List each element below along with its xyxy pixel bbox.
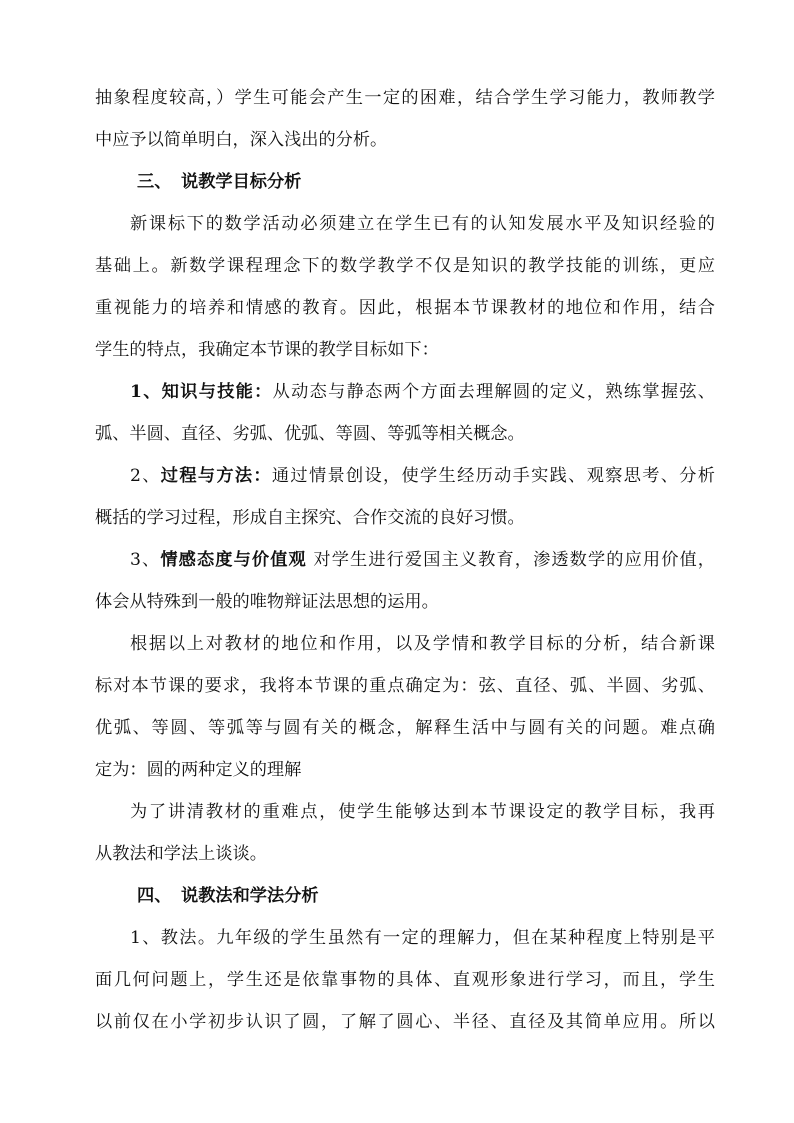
- section-heading-4: [137, 884, 757, 908]
- goal-2-number: 2、: [130, 466, 161, 486]
- goal-3-line: [130, 548, 715, 572]
- paragraph-line: 1、教法。九年级的学生虽然有一定的理解力，但在某种程度上特别是平: [130, 928, 715, 948]
- paragraph-line: 弧、半圆、直径、劣弧、优弧、等圆、等弧等相关概念。: [95, 424, 525, 444]
- goal-1-label: 1、知识与技能：: [130, 382, 273, 402]
- paragraph-line: 学生的特点，我确定本节课的教学目标如下：: [95, 340, 439, 360]
- section-title: 说教法和学法分析: [181, 886, 319, 906]
- goal-2-label: 过程与方法：: [160, 466, 272, 486]
- goal-2-text: 通过情景创设，使学生经历动手实践、观察思考、分析: [271, 466, 715, 486]
- paragraph-line: 抽象程度较高，）学生可能会产生一定的困难，结合学生学习能力，教师教学: [95, 88, 715, 108]
- paragraph-line: 以前仅在小学初步认识了圆，了解了圆心、半径、直径及其简单应用。所以: [95, 1012, 715, 1032]
- goal-2-line: [130, 464, 715, 488]
- section-heading-3: [137, 170, 757, 194]
- paragraph-line: 标对本节课的要求，我将本节课的重点确定为：弦、直径、弧、半圆、劣弧、: [95, 676, 715, 696]
- paragraph-line: 根据以上对教材的地位和作用，以及学情和教学目标的分析，结合新课: [130, 634, 715, 654]
- section-number: 四、: [137, 886, 172, 906]
- paragraph-line: 概括的学习过程，形成自主探究、合作交流的良好习惯。: [95, 508, 525, 528]
- paragraph-line: 基础上。新数学课程理念下的数学教学不仅是知识的教学技能的训练，更应: [95, 256, 715, 276]
- goal-1-line: [130, 380, 715, 404]
- goal-1-text: 从动态与静态两个方面去理解圆的定义，熟练掌握弦、: [272, 382, 715, 402]
- paragraph-line: 为了讲清教材的重难点，使学生能够达到本节课设定的教学目标，我再: [130, 802, 715, 822]
- paragraph-line: 从教法和学法上谈谈。: [95, 844, 267, 864]
- paragraph-line: 面几何问题上，学生还是依靠事物的具体、直观形象进行学习，而且，学生: [95, 970, 715, 990]
- paragraph-line: 定为：圆的两种定义的理解: [95, 760, 302, 780]
- goal-3-number: 3、: [130, 550, 161, 570]
- paragraph-line: 中应予以简单明白，深入浅出的分析。: [95, 130, 388, 150]
- paragraph-line: 重视能力的培养和情感的教育。因此，根据本节课教材的地位和作用，结合: [95, 298, 715, 318]
- paragraph-line: 体会从特殊到一般的唯物辩证法思想的运用。: [95, 592, 439, 612]
- goal-3-text: 对学生进行爱国主义教育，渗透数学的应用价值，: [313, 550, 715, 570]
- goal-3-label: 情感态度与价值观: [160, 550, 307, 570]
- section-title: 说教学目标分析: [181, 172, 302, 192]
- paragraph-line: 新课标下的数学活动必须建立在学生已有的认知发展水平及知识经验的: [130, 214, 715, 234]
- paragraph-line: 优弧、等圆、等弧等与圆有关的概念，解释生活中与圆有关的问题。难点确: [95, 718, 715, 738]
- section-number: 三、: [137, 172, 172, 192]
